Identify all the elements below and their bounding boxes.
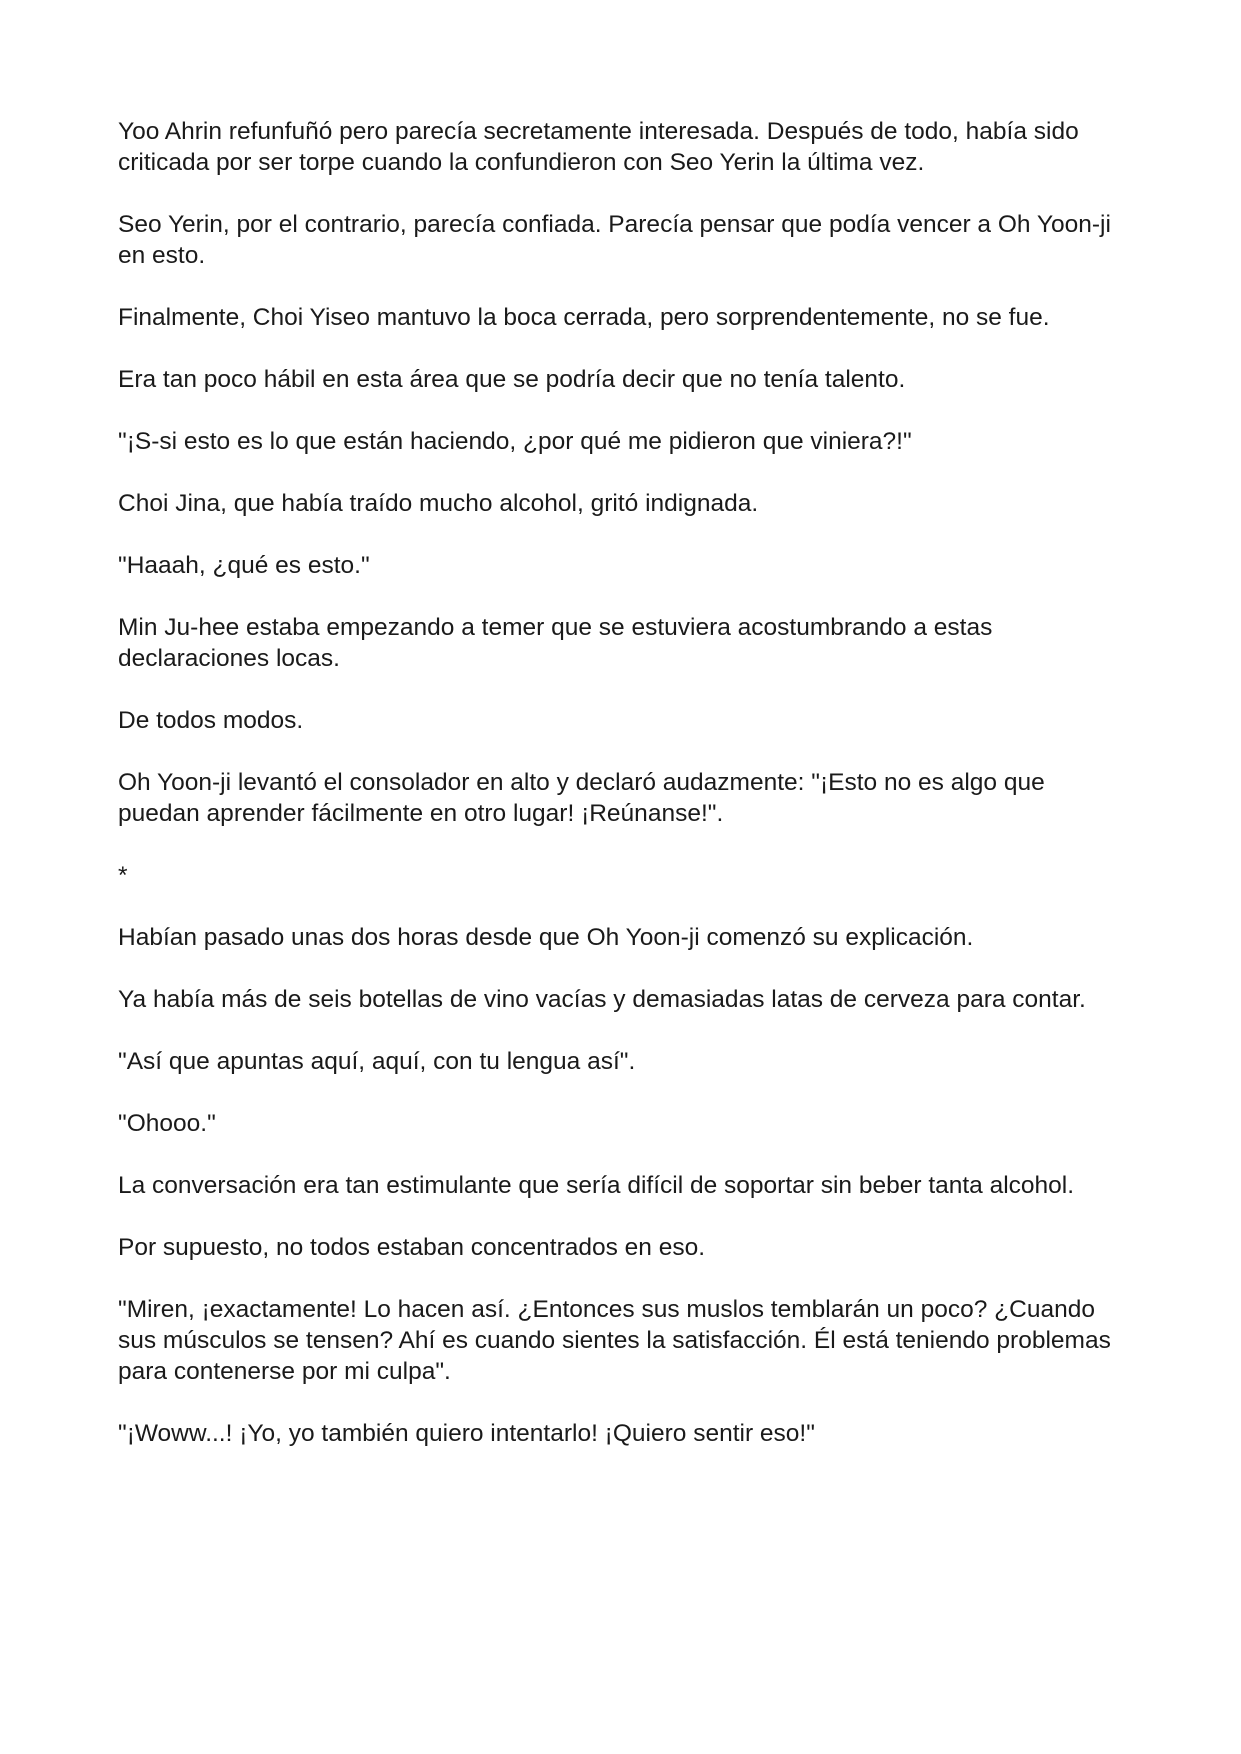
paragraph: Choi Jina, que había traído mucho alcohol, gritó indignada. bbox=[118, 490, 759, 517]
paragraph: "¡Woww...! ¡Yo, yo también quiero intentarlo! ¡Quiero sentir eso!" bbox=[118, 1420, 815, 1447]
paragraph: "Haaah, ¿qué es esto." bbox=[118, 552, 370, 579]
paragraph: Era tan poco hábil en esta área que se podría decir que no tenía talento. bbox=[118, 366, 906, 393]
paragraph: "Así que apuntas aquí, aquí, con tu lengua así". bbox=[118, 1048, 636, 1075]
paragraph: Seo Yerin, por el contrario, parecía confiada. Parecía pensar que podía vencer a Oh Yoon-ji en esto. bbox=[118, 211, 1111, 269]
scene-break: * bbox=[118, 862, 128, 889]
paragraph: Finalmente, Choi Yiseo mantuvo la boca cerrada, pero sorprendentemente, no se fue. bbox=[118, 304, 1050, 331]
document-body bbox=[118, 116, 1118, 1480]
paragraph: Ya había más de seis botellas de vino vacías y demasiadas latas de cerveza para contar. bbox=[118, 986, 1086, 1013]
paragraph: "Ohooo." bbox=[118, 1110, 216, 1137]
paragraph: Yoo Ahrin refunfuñó pero parecía secretamente interesada. Después de todo, había sido criticada por ser torpe cuando la confundieron con Seo Yerin la última vez. bbox=[118, 118, 1079, 176]
paragraph: Oh Yoon-ji levantó el consolador en alto y declaró audazmente: "¡Esto no es algo que puedan aprender fácilmente en otro lugar! ¡Reúnanse!". bbox=[118, 769, 1045, 827]
paragraph: "¡S-si esto es lo que están haciendo, ¿por qué me pidieron que viniera?!" bbox=[118, 428, 912, 455]
paragraph: Por supuesto, no todos estaban concentrados en eso. bbox=[118, 1234, 706, 1261]
paragraph: La conversación era tan estimulante que sería difícil de soportar sin beber tanta alcohol. bbox=[118, 1172, 1075, 1199]
paragraph: Min Ju-hee estaba empezando a temer que se estuviera acostumbrando a estas declaraciones locas. bbox=[118, 614, 993, 672]
paragraph: Habían pasado unas dos horas desde que Oh Yoon-ji comenzó su explicación. bbox=[118, 924, 974, 951]
paragraph: De todos modos. bbox=[118, 707, 304, 734]
paragraph: "Miren, ¡exactamente! Lo hacen así. ¿Entonces sus muslos temblarán un poco? ¿Cuando sus músculos se tensen? Ahí es cuando sientes la satisfacción. Él está teniendo problemas para contenerse por mi culpa". bbox=[118, 1296, 1111, 1385]
